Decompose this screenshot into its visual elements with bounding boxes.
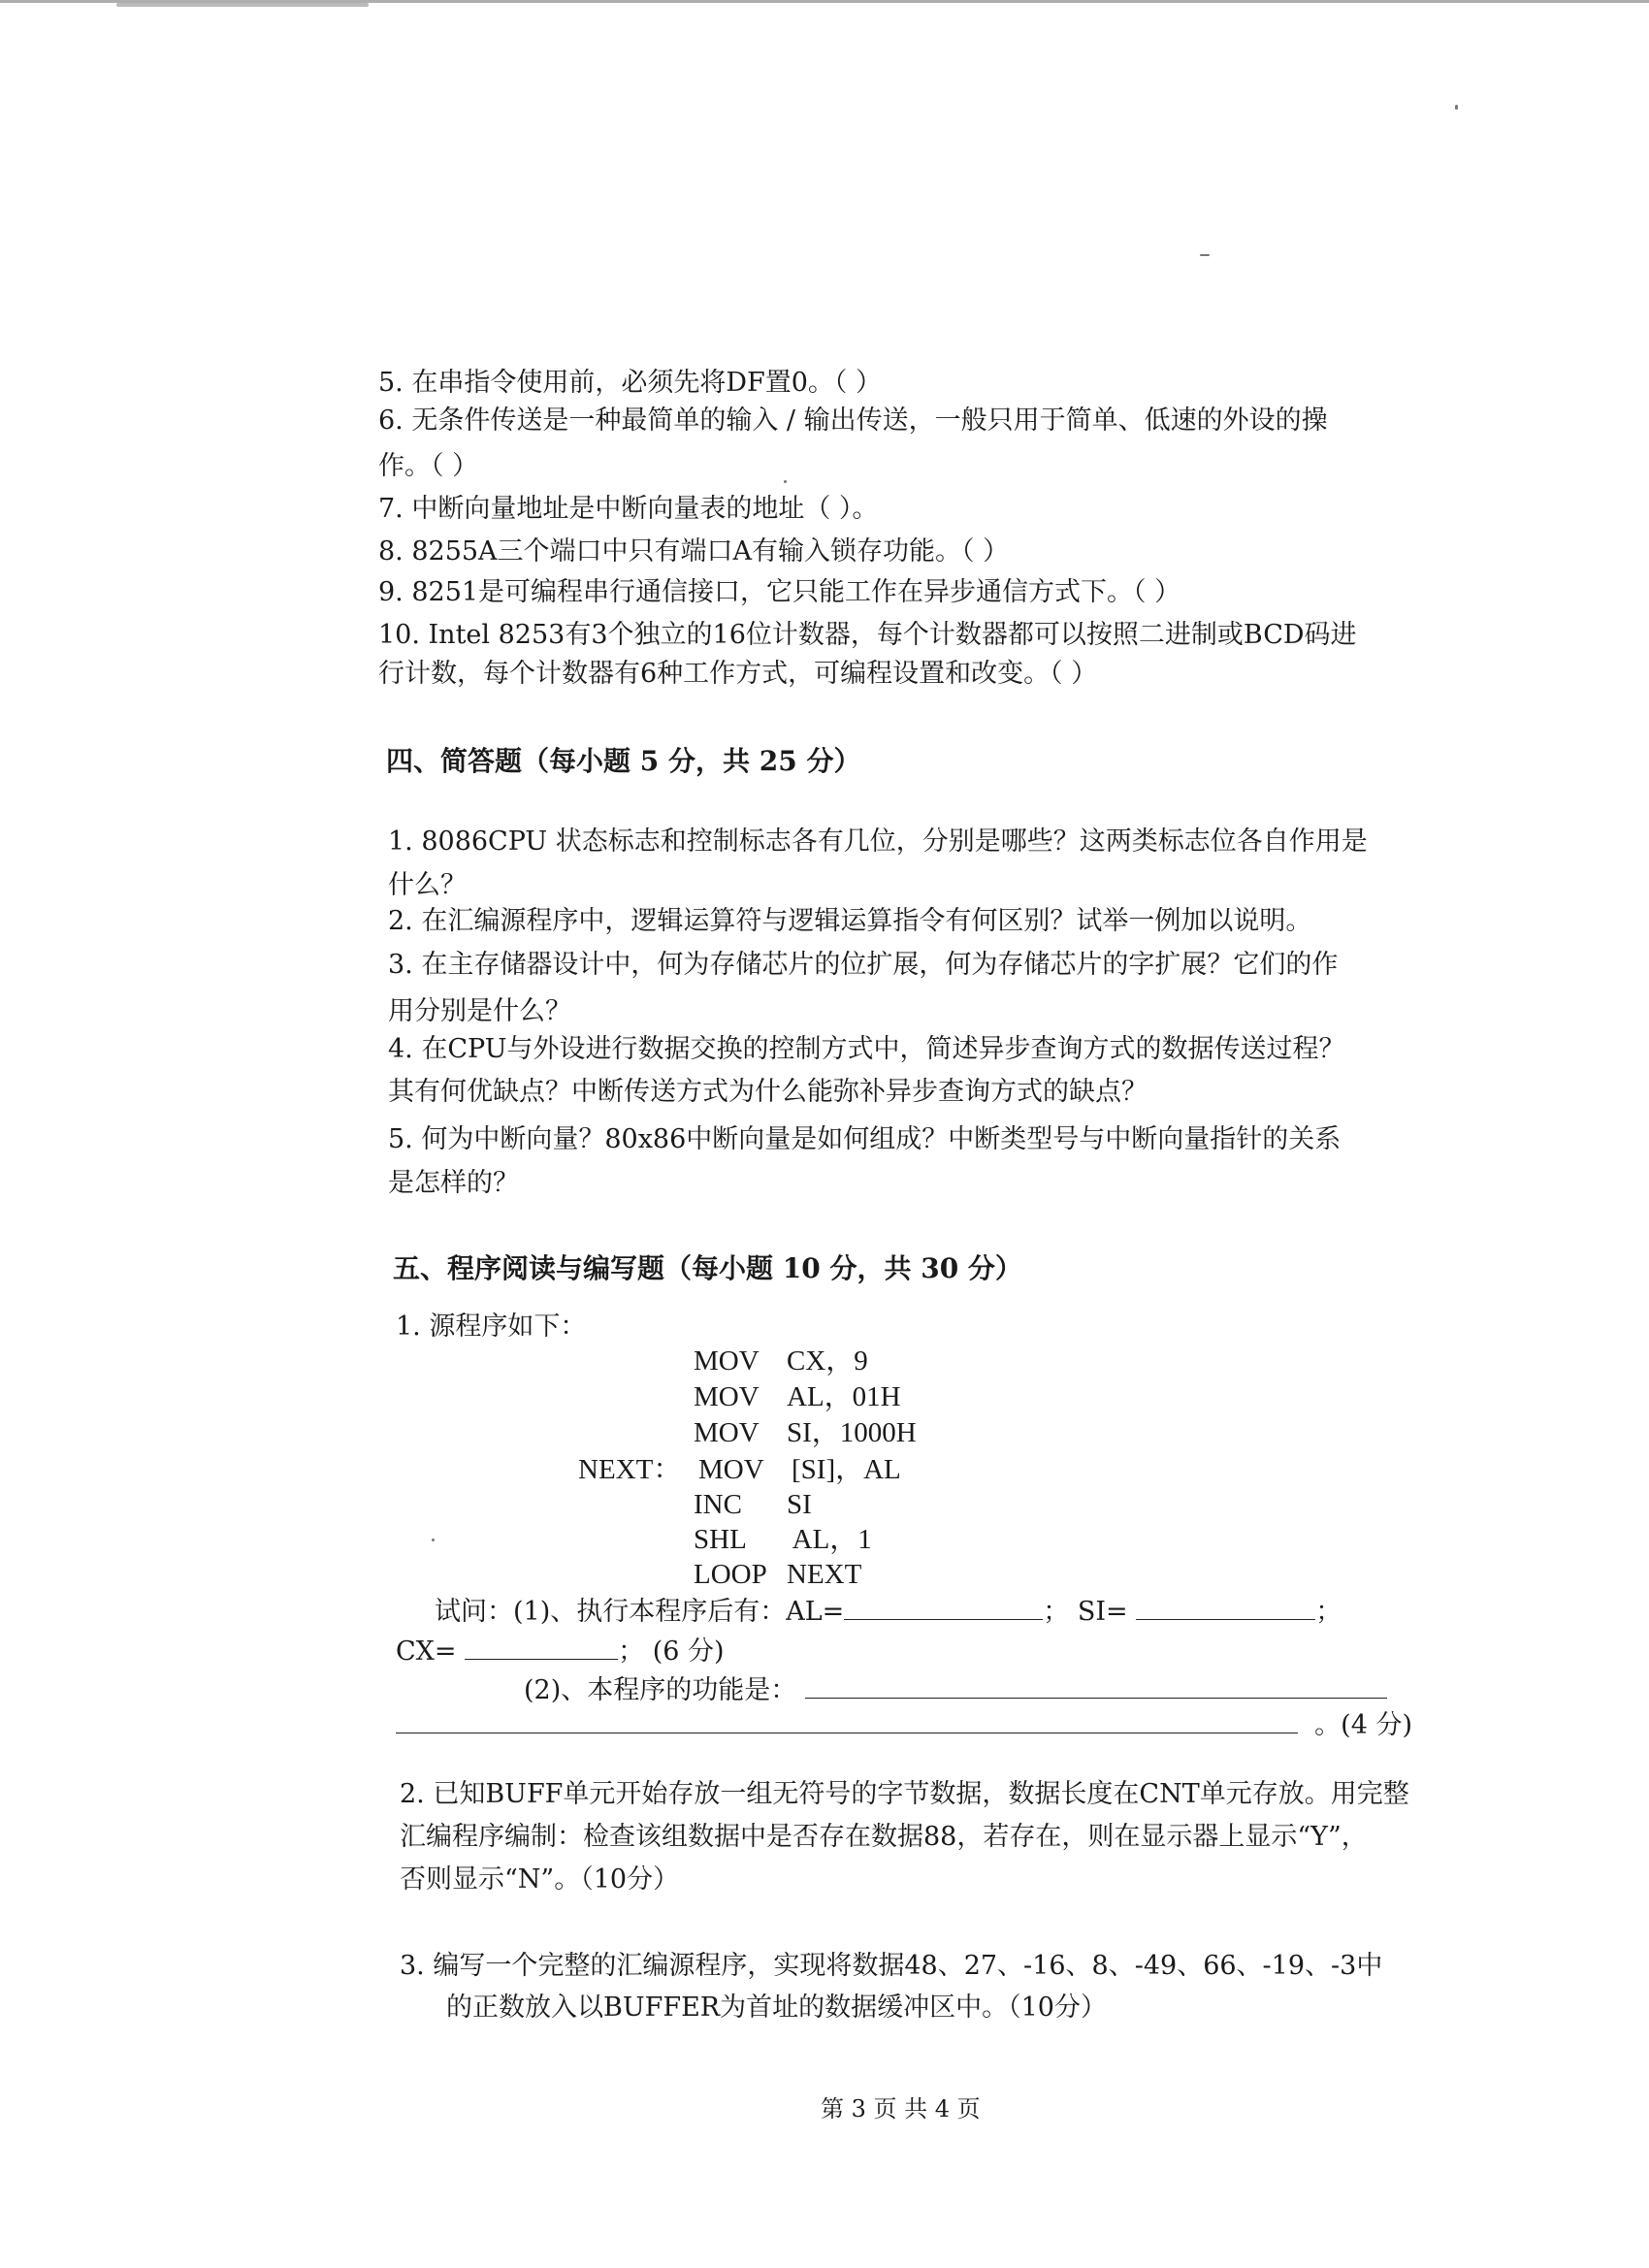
program2-line2: 汇编程序编制：检查该组数据中是否存在数据88，若存在，则在显示器上显示“Y”， — [400, 1822, 1368, 1852]
ask1-cx-label: CX= — [396, 1636, 457, 1667]
program3-line1: 3. 编写一个完整的汇编源程序，实现将数据48、27、-16、8、-49、66、-19、-3中 — [400, 1951, 1383, 1981]
code-line — [694, 1522, 872, 1558]
scan-speck — [1455, 105, 1458, 110]
section4-q3-line2: 用分别是什么？ — [388, 996, 571, 1026]
program1-ask1 — [435, 1592, 1342, 1632]
judgement-q10-line1: 10. Intel 8253有3个独立的16位计数器，每个计数器都可以按照二进制或BCD码进 — [378, 620, 1357, 650]
code-line — [694, 1344, 868, 1379]
code-operands: SI — [787, 1489, 812, 1520]
code-opcode: MOV — [698, 1454, 764, 1485]
code-operands: [SI]，AL — [792, 1454, 901, 1485]
scan-speck — [1200, 254, 1210, 256]
ask1-cx-end: ； (6 分) — [618, 1636, 725, 1667]
code-line — [694, 1487, 812, 1523]
judgement-q8: 8. 8255A三个端口中只有端口A有输入锁存功能。（ ） — [378, 536, 1010, 567]
code-operands: CX，9 — [787, 1345, 868, 1377]
judgement-q9: 9. 8251是可编程串行通信接口，它只能工作在异步通信方式下。（ ） — [378, 577, 1181, 607]
judgement-q10-line2: 行计数，每个计数器有6种工作方式，可编程设置和改变。（ ） — [378, 659, 1098, 689]
answer-blank-function-cont[interactable] — [396, 1705, 1298, 1733]
judgement-q6-line1: 6. 无条件传送是一种最简单的输入 / 输出传送，一般只用于简单、低速的外设的操 — [378, 405, 1328, 436]
scan-shadow — [116, 3, 369, 7]
code-opcode: MOV — [694, 1381, 760, 1412]
code-opcode: LOOP — [694, 1559, 767, 1590]
code-label-next: NEXT： — [578, 1454, 682, 1485]
answer-blank-si[interactable] — [1136, 1592, 1315, 1620]
judgement-q7: 7. 中断向量地址是中断向量表的地址（ ）。 — [378, 494, 879, 524]
section4-q4-line2: 其有何优缺点？中断传送方式为什么能弥补异步查询方式的缺点？ — [388, 1077, 1148, 1107]
section4-q1-line2: 什么？ — [388, 870, 467, 900]
section4-q3-line1: 3. 在主存储器设计中，何为存储芯片的位扩展，何为存储芯片的字扩展？它们的作 — [388, 950, 1339, 980]
ask1-si: ； SI= — [1043, 1597, 1128, 1627]
code-opcode: SHL — [694, 1524, 747, 1555]
program1-ask2 — [524, 1670, 1387, 1710]
code-operands: AL，01H — [787, 1381, 901, 1412]
code-opcode: MOV — [694, 1345, 760, 1377]
section4-q5-line2: 是怎样的？ — [388, 1168, 519, 1198]
code-line — [698, 1452, 901, 1488]
code-operands: SI，1000H — [787, 1417, 917, 1448]
section4-q1-line1: 1. 8086CPU 状态标志和控制标志各有几位，分别是哪些？这两类标志位各自作用是 — [388, 826, 1368, 857]
program2-line1: 2. 已知BUFF单元开始存放一组无符号的字节数据，数据长度在CNT单元存放。用完整 — [400, 1779, 1409, 1809]
judgement-q5: 5. 在串指令使用前，必须先将DF置0。（ ） — [378, 368, 882, 398]
section4-heading: 四、简答题（每小题 5 分，共 25 分） — [386, 745, 861, 777]
ask1-semicolon: ； — [1315, 1597, 1342, 1627]
program1-intro: 1. 源程序如下： — [396, 1312, 587, 1342]
code-opcode: INC — [694, 1489, 742, 1520]
code-line — [694, 1415, 917, 1451]
section4-q2: 2. 在汇编源程序中，逻辑运算符与逻辑运算指令有何区别？试举一例加以说明。 — [388, 906, 1312, 936]
ask2-end: 。(4 分) — [1314, 1710, 1412, 1740]
program1-ask2-continued — [396, 1705, 1412, 1745]
code-opcode: MOV — [694, 1417, 760, 1448]
ask2-prefix: (2)、本程序的功能是： — [524, 1675, 797, 1705]
program3-line2: 的正数放入以BUFFER为首址的数据缓冲区中。（10分） — [446, 1993, 1107, 2023]
answer-blank-cx[interactable] — [465, 1632, 618, 1660]
program1-ask1-cx — [396, 1632, 725, 1671]
section4-q5-line1: 5. 何为中断向量？80x86中断向量是如何组成？中断类型号与中断向量指针的关系 — [388, 1124, 1342, 1154]
program2-line3: 否则显示“N”。（10分） — [400, 1864, 680, 1895]
code-line — [694, 1557, 861, 1593]
page-number-footer: 第 3 页 共 4 页 — [821, 2095, 981, 2122]
section4-q4-line1: 4. 在CPU与外设进行数据交换的控制方式中，简述异步查询方式的数据传送过程？ — [388, 1034, 1345, 1064]
ask1-prefix: 试问：(1)、执行本程序后有：AL= — [435, 1597, 845, 1627]
answer-blank-al[interactable] — [844, 1592, 1043, 1620]
scan-speck — [784, 480, 787, 483]
section5-heading: 五、程序阅读与编写题（每小题 10 分，共 30 分） — [393, 1252, 1022, 1284]
answer-blank-function[interactable] — [805, 1670, 1387, 1699]
judgement-q6-line2: 作。（ ） — [378, 451, 479, 481]
code-operands: NEXT — [787, 1559, 862, 1590]
scan-speck — [432, 1539, 435, 1541]
code-line — [694, 1379, 901, 1415]
code-operands: AL，1 — [787, 1524, 872, 1555]
